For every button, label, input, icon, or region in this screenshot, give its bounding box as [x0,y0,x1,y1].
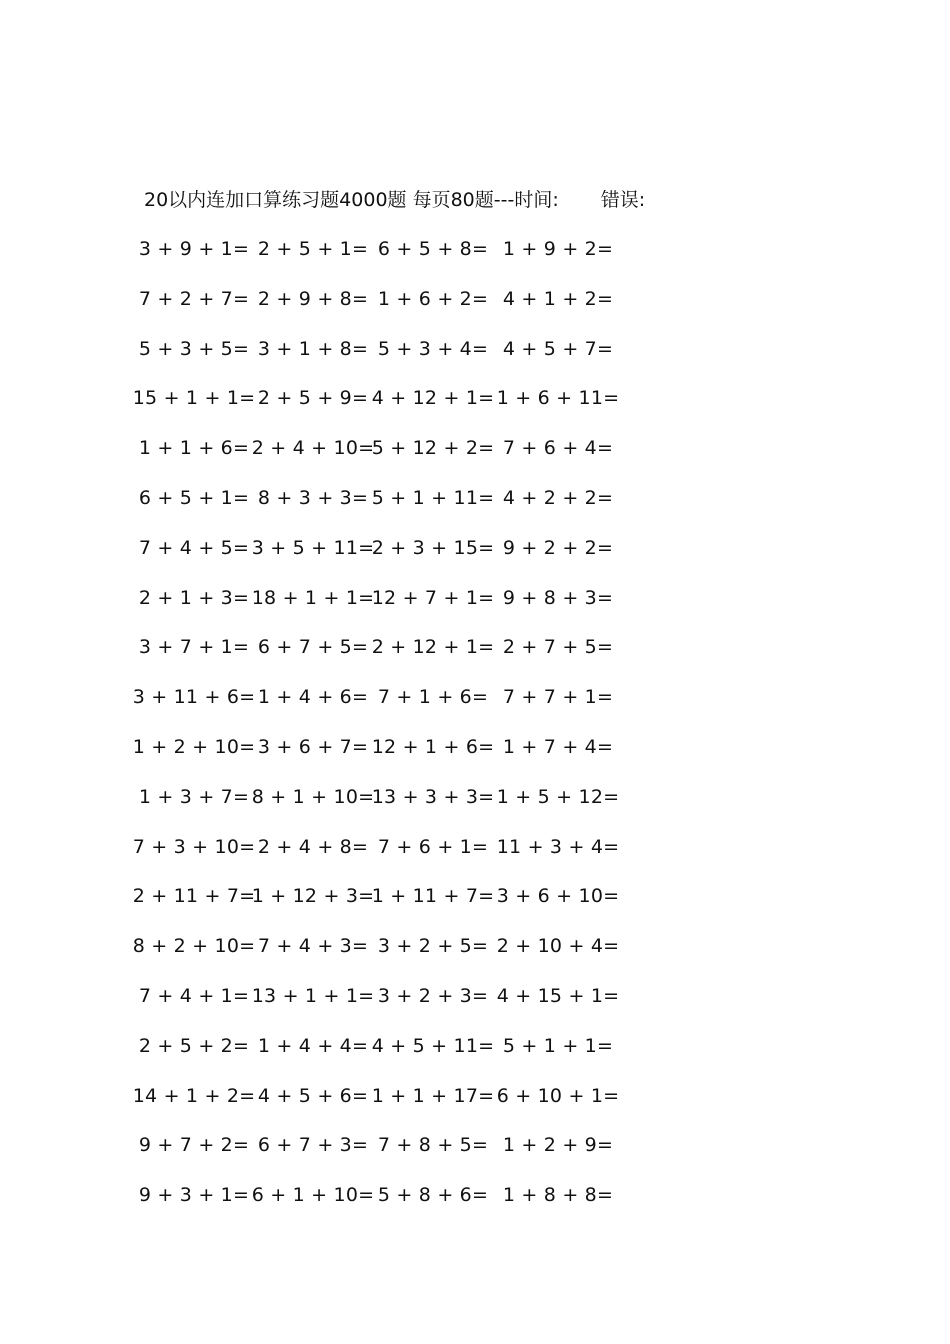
problem-item: 7 + 6 + 4= [502,437,614,459]
problem-item: 2 + 5 + 1= [257,238,369,260]
problem-item: 18 + 1 + 1= [251,587,375,609]
problem-item: 3 + 9 + 1= [138,238,250,260]
problem-item: 2 + 7 + 5= [502,636,614,658]
problem-item: 12 + 1 + 6= [371,736,495,758]
problem-item: 4 + 5 + 11= [371,1035,495,1057]
problem-item: 4 + 1 + 2= [502,288,614,310]
problem-item: 2 + 3 + 15= [371,537,495,559]
problem-item: 9 + 7 + 2= [138,1134,250,1156]
problem-item: 1 + 2 + 10= [132,736,256,758]
problem-item: 6 + 5 + 1= [138,487,250,509]
problem-item: 1 + 7 + 4= [502,736,614,758]
problem-item: 9 + 3 + 1= [138,1184,250,1206]
worksheet-title: 20以内连加口算练习题4000题 每页80题---时间: [144,189,559,211]
problem-item: 5 + 3 + 5= [138,338,250,360]
worksheet-header [144,186,645,214]
problem-item: 1 + 1 + 6= [138,437,250,459]
problem-item: 2 + 4 + 10= [251,437,375,459]
problem-item: 4 + 2 + 2= [502,487,614,509]
problem-item: 6 + 1 + 10= [251,1184,375,1206]
problem-item: 5 + 3 + 4= [377,338,489,360]
problem-item: 15 + 1 + 1= [132,387,256,409]
problem-item: 5 + 1 + 11= [371,487,495,509]
problem-item: 7 + 8 + 5= [377,1134,489,1156]
problem-item: 5 + 1 + 1= [502,1035,614,1057]
problem-item: 8 + 2 + 10= [132,935,256,957]
problem-item: 3 + 6 + 10= [496,885,620,907]
problem-item: 3 + 2 + 5= [377,935,489,957]
problem-item: 14 + 1 + 2= [132,1085,256,1107]
problem-item: 3 + 6 + 7= [257,736,369,758]
problem-item: 7 + 7 + 1= [502,686,614,708]
problem-item: 1 + 2 + 9= [502,1134,614,1156]
problem-item: 4 + 15 + 1= [496,985,620,1007]
problem-item: 7 + 4 + 5= [138,537,250,559]
problem-item: 1 + 12 + 3= [251,885,375,907]
problem-item: 1 + 6 + 2= [377,288,489,310]
problem-item: 1 + 6 + 11= [496,387,620,409]
problem-item: 4 + 5 + 7= [502,338,614,360]
problem-item: 1 + 1 + 17= [371,1085,495,1107]
problem-item: 13 + 1 + 1= [251,985,375,1007]
problem-item: 9 + 8 + 3= [502,587,614,609]
problem-item: 3 + 2 + 3= [377,985,489,1007]
problem-item: 2 + 10 + 4= [496,935,620,957]
problem-item: 1 + 9 + 2= [502,238,614,260]
problem-item: 3 + 5 + 11= [251,537,375,559]
problem-item: 3 + 7 + 1= [138,636,250,658]
problem-item: 12 + 7 + 1= [371,587,495,609]
problem-item: 7 + 1 + 6= [377,686,489,708]
problem-item: 13 + 3 + 3= [371,786,495,808]
errors-label: 错误: [600,189,646,211]
problem-item: 7 + 2 + 7= [138,288,250,310]
problem-item: 2 + 11 + 7= [132,885,256,907]
problem-item: 4 + 5 + 6= [257,1085,369,1107]
problem-item: 2 + 9 + 8= [257,288,369,310]
problem-item: 7 + 4 + 1= [138,985,250,1007]
problem-item: 1 + 3 + 7= [138,786,250,808]
problem-item: 2 + 5 + 9= [257,387,369,409]
problem-item: 1 + 4 + 4= [257,1035,369,1057]
problem-item: 1 + 5 + 12= [496,786,620,808]
problem-item: 9 + 2 + 2= [502,537,614,559]
problem-item: 5 + 8 + 6= [377,1184,489,1206]
problem-item: 6 + 5 + 8= [377,238,489,260]
problem-item: 7 + 6 + 1= [377,836,489,858]
problem-item: 2 + 12 + 1= [371,636,495,658]
problem-item: 6 + 7 + 3= [257,1134,369,1156]
problem-item: 2 + 5 + 2= [138,1035,250,1057]
problem-item: 1 + 11 + 7= [371,885,495,907]
problem-item: 3 + 1 + 8= [257,338,369,360]
problem-item: 7 + 4 + 3= [257,935,369,957]
problem-item: 2 + 1 + 3= [138,587,250,609]
problem-item: 2 + 4 + 8= [257,836,369,858]
problem-item: 7 + 3 + 10= [132,836,256,858]
problem-item: 4 + 12 + 1= [371,387,495,409]
problem-item: 3 + 11 + 6= [132,686,256,708]
problem-item: 8 + 3 + 3= [257,487,369,509]
problem-item: 8 + 1 + 10= [251,786,375,808]
problem-item: 1 + 8 + 8= [502,1184,614,1206]
problem-item: 5 + 12 + 2= [371,437,495,459]
problem-item: 11 + 3 + 4= [496,836,620,858]
problem-item: 1 + 4 + 6= [257,686,369,708]
problem-item: 6 + 7 + 5= [257,636,369,658]
problem-item: 6 + 10 + 1= [496,1085,620,1107]
